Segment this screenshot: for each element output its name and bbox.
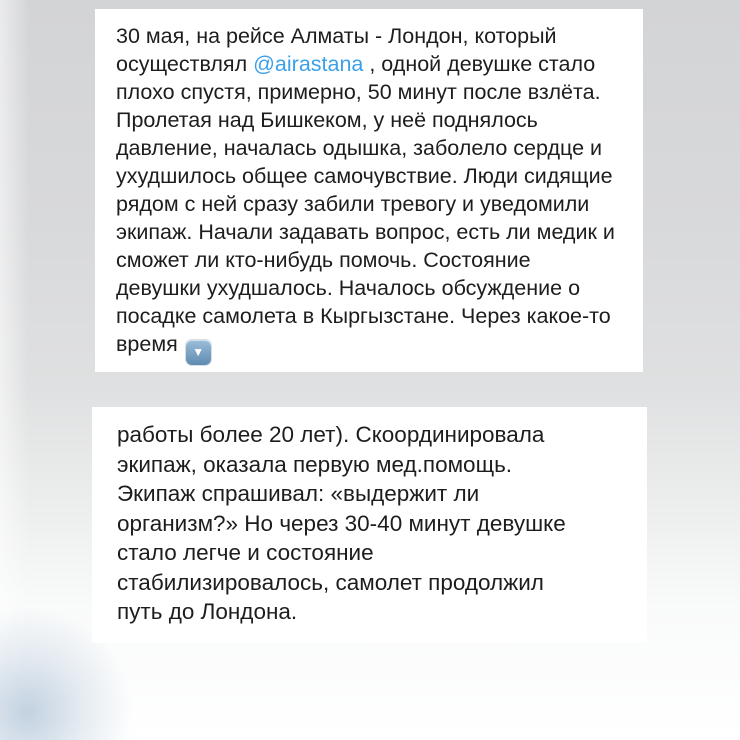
text-segment: рядом с ней сразу забили тревогу и уведомили bbox=[116, 192, 590, 216]
text-line bbox=[117, 479, 629, 509]
text-line bbox=[116, 246, 625, 274]
text-line bbox=[116, 50, 625, 78]
text-segment: экипаж, оказала первую мед.помощь. bbox=[117, 451, 513, 477]
text-segment: осуществлял bbox=[116, 52, 254, 76]
airastana-mention-link[interactable]: @airastana bbox=[253, 52, 364, 76]
text-segment: девушки ухудшалось. Началось обсуждение о bbox=[116, 276, 581, 300]
text-segment: стабилизировалось, самолет продолжил bbox=[117, 569, 544, 595]
text-line bbox=[117, 420, 629, 450]
text-line bbox=[116, 218, 625, 246]
text-line bbox=[116, 302, 625, 330]
down-button-emoji: ▼ bbox=[186, 340, 211, 365]
text-segment: работы более 20 лет). Скоординировала bbox=[117, 422, 545, 447]
text-line bbox=[117, 450, 629, 480]
text-segment: путь до Лондона. bbox=[117, 599, 298, 624]
message-bubble-2 bbox=[92, 407, 647, 643]
text-line bbox=[116, 274, 625, 302]
text-segment: Пролетая над Бишкеком, у неё поднялось bbox=[116, 108, 538, 132]
text-segment: давление, началась одышка, заболело сердце и bbox=[116, 136, 603, 160]
text-segment: организм?» Но через 30-40 минут девушке bbox=[117, 510, 566, 536]
text-segment: ухудшилось общее самочувствие. Люди сидящие bbox=[116, 164, 613, 188]
text-segment: стало легче и состояние bbox=[117, 540, 374, 565]
text-line bbox=[117, 509, 629, 539]
text-line bbox=[117, 538, 629, 568]
text-segment: экипаж. Начали задавать вопрос, есть ли медик и bbox=[116, 220, 615, 244]
message-bubble-1 bbox=[95, 9, 643, 372]
text-line bbox=[116, 22, 625, 50]
text-line bbox=[117, 568, 629, 598]
text-segment: посадке самолета в Кыргызстане. Через какое-то bbox=[116, 304, 611, 328]
text-line bbox=[116, 106, 625, 134]
text-segment: Экипаж спрашивал: «выдержит ли bbox=[117, 481, 480, 506]
text-line bbox=[116, 190, 625, 218]
text-line bbox=[117, 597, 629, 627]
text-segment: плохо спустя, примерно, 50 минут после взлёта. bbox=[116, 80, 601, 104]
text-segment: , одной девушке стало bbox=[363, 52, 596, 76]
text-line bbox=[116, 162, 625, 190]
text-line bbox=[116, 134, 625, 162]
text-segment: 30 мая, на рейсе Алматы - Лондон, который bbox=[116, 24, 557, 48]
text-line bbox=[116, 78, 625, 106]
text-line bbox=[116, 330, 625, 365]
text-segment: время bbox=[116, 332, 184, 356]
text-segment: сможет ли кто-нибудь помочь. Состояние bbox=[116, 248, 531, 272]
